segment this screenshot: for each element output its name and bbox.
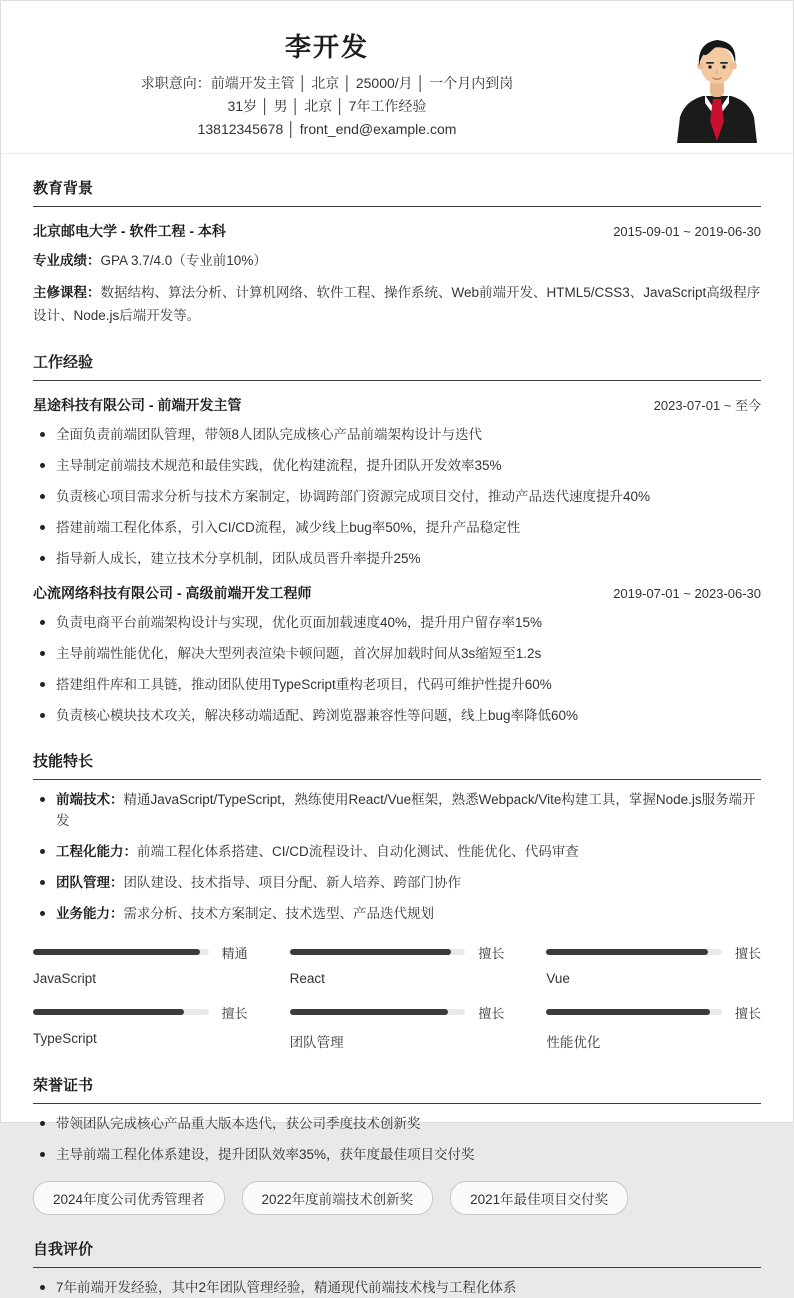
list-item: [33, 706, 761, 727]
bullet-dot: [40, 620, 45, 625]
bullet-dot: [40, 651, 45, 656]
list-item: [33, 456, 761, 477]
skills-bullet-list: [33, 790, 761, 925]
list-item: [33, 487, 761, 508]
list-item: [33, 904, 761, 925]
list-item: [33, 790, 761, 832]
skill-text: 精通JavaScript/TypeScript，熟练使用React/Vue框架，熟悉Webpack/Vite构建工具，掌握Node.js服务端开发: [56, 792, 756, 829]
bullet-dot: [40, 1152, 45, 1157]
section-work: [33, 351, 761, 727]
job2-date: 2019-07-01 ~ 2023-06-30: [613, 586, 761, 602]
bullet-dot: [40, 849, 45, 854]
education-entry-head: [33, 221, 761, 241]
skill-bar-vue: [546, 943, 761, 986]
bullet-text: 搭建前端工程化体系，引入CI/CD流程，减少线上bug率50%，提升产品稳定性: [56, 519, 521, 535]
skill-name-label: React: [289, 970, 325, 986]
skill-level-label: 擅长: [734, 1005, 761, 1021]
bar-row: [290, 943, 505, 962]
bullet-text: 指导新人成长，建立技术分享机制，团队成员晋升率提升25%: [56, 550, 421, 566]
bar-row: [546, 943, 761, 962]
education-school: 北京邮电大学 - 软件工程 - 本科: [33, 223, 226, 239]
skill-name-label: 团队管理: [289, 1034, 344, 1050]
skill-bar-javascript: [33, 943, 248, 986]
bar-row: [546, 1003, 761, 1022]
candidate-name: 李开发: [284, 32, 369, 62]
bullet-text: 负责电商平台前端架构设计与实现，优化页面加载速度40%，提升用户留存率15%: [56, 615, 543, 631]
skill-bar-performance: [546, 1003, 761, 1051]
honor-badges: [33, 1181, 761, 1215]
section-title-skills: 技能特长: [33, 750, 761, 780]
bullet-text: 带领团队完成核心产品重大版本迭代，获公司季度技术创新奖: [56, 1115, 421, 1131]
skill-label: 团队管理：: [56, 874, 124, 890]
skill-bars-grid: [33, 943, 761, 1051]
section-title-education: 教育背景: [33, 177, 761, 207]
skill-text: 团队建设、技术指导、项目分配、新人培养、跨部门协作: [123, 874, 461, 890]
skill-bar-fill: [546, 1009, 709, 1015]
skill-bar-fill: [33, 949, 200, 955]
education-gpa-text: GPA 3.7/4.0（专业前10%）: [100, 253, 267, 268]
resume-header: [1, 31, 793, 154]
skill-level-label: 擅长: [221, 1005, 248, 1021]
work-job-2: [33, 583, 761, 727]
job1-bullet-list: [33, 425, 761, 570]
honor-badge-2022: 2022年度前端技术创新奖: [242, 1181, 434, 1215]
skill-text: 需求分析、技术方案制定、技术选型、产品迭代规划: [123, 905, 434, 921]
work-job-1: [33, 395, 761, 570]
education-courses-text: 数据结构、算法分析、计算机网络、软件工程、操作系统、Web前端开发、HTML5/CSS3、JavaScript高级程序设计、Node.js后端开发等。: [33, 284, 761, 323]
bullet-dot: [40, 1121, 45, 1126]
bullet-dot: [40, 463, 45, 468]
skill-bar-track: [33, 949, 209, 955]
education-date: 2015-09-01 ~ 2019-06-30: [613, 224, 761, 239]
bullet-dot: [40, 682, 45, 687]
section-title-work: 工作经验: [33, 351, 761, 381]
bullet-dot: [40, 797, 45, 802]
profile-photo-illustration: [671, 33, 763, 143]
list-item: [33, 1145, 761, 1166]
list-item: [33, 1114, 761, 1135]
bullet-text: 7年前端开发经验，其中2年团队管理经验，精通现代前端技术栈与工程化体系: [56, 1279, 517, 1295]
skill-level-label: 擅长: [478, 1005, 505, 1021]
list-item: [33, 1278, 761, 1298]
bullet-text: 主导前端性能优化，解决大型列表渲染卡顿问题，首次屏加载时间从3s缩短至1.2s: [56, 646, 542, 662]
skill-level-label: 擅长: [478, 945, 505, 961]
bullet-dot: [40, 494, 45, 499]
list-item: [33, 675, 761, 696]
skill-bar-react: [290, 943, 505, 986]
skill-label: 前端技术：: [56, 792, 124, 808]
skill-bar-fill: [290, 1009, 448, 1015]
list-item: [33, 549, 761, 570]
honor-badge-2024: 2024年度公司优秀管理者: [33, 1181, 225, 1215]
skill-label: 工程化能力：: [56, 843, 137, 859]
skill-bar-track: [546, 949, 722, 955]
skill-name-label: 性能优化: [546, 1034, 601, 1050]
skill-bar-track: [546, 1009, 722, 1015]
bullet-dot: [40, 880, 45, 885]
skill-bar-fill: [290, 949, 452, 955]
personal-info-line: 31岁 │ 男 │ 北京 │ 7年工作经验: [227, 98, 427, 114]
bullet-text: 负责核心模块技术攻关，解决移动端适配、跨浏览器兼容性等问题，线上bug率降低60%: [56, 708, 579, 724]
bullet-dot: [40, 556, 45, 561]
bar-row: [33, 1003, 248, 1022]
section-honors: [33, 1074, 761, 1215]
list-item: [33, 613, 761, 634]
skill-name-label: TypeScript: [33, 1030, 97, 1046]
job1-company: 星途科技有限公司 - 前端开发主管: [33, 396, 242, 413]
skill-bar-fill: [33, 1009, 184, 1015]
section-title-honors: 荣誉证书: [33, 1074, 761, 1104]
contact-line: 13812345678 │ front_end@example.com: [197, 121, 457, 137]
bullet-dot: [40, 713, 45, 718]
list-item: [33, 425, 761, 446]
bullet-dot: [40, 525, 45, 530]
education-gpa-line: [33, 250, 761, 273]
skill-name-label: Vue: [546, 970, 570, 986]
skill-bar-team-management: [290, 1003, 505, 1051]
bullet-dot: [40, 911, 45, 916]
job1-date: 2023-07-01 ~ 至今: [653, 397, 761, 413]
bullet-text: 主导制定前端技术规范和最佳实践，优化构建流程，提升团队开发效率35%: [56, 457, 502, 473]
list-item: [33, 842, 761, 863]
job-intention-line: 求职意向：前端开发主管 │ 北京 │ 25000/月 │ 一个月内到岗: [140, 75, 514, 91]
skill-text: 前端工程化体系搭建、CI/CD流程设计、自动化测试、性能优化、代码审查: [137, 843, 579, 859]
education-courses-label: 主修课程：: [33, 284, 101, 300]
honors-bullet-list: [33, 1114, 761, 1166]
list-item: [33, 644, 761, 665]
skill-bar-track: [290, 1009, 466, 1015]
skill-bar-typescript: [33, 1003, 248, 1051]
bar-row: [33, 943, 248, 962]
job2-bullet-list: [33, 613, 761, 727]
bullet-dot: [40, 1285, 45, 1290]
bullet-text: 负责核心项目需求分析与技术方案制定，协调跨部门资源完成项目交付，推动产品迭代速度提升40%: [56, 488, 651, 504]
skill-level-label: 擅长: [734, 945, 761, 961]
job2-company: 心流网络科技有限公司 - 高级前端开发工程师: [33, 585, 312, 602]
bullet-text: 主导前端工程化体系建设，提升团队效率35%，获年度最佳项目交付奖: [56, 1146, 475, 1162]
skill-bar-fill: [546, 949, 708, 955]
bullet-dot: [40, 432, 45, 437]
bullet-text: 搭建组件库和工具链，推动团队使用TypeScript重构老项目，代码可维护性提升60%: [56, 677, 552, 693]
bar-row: [290, 1003, 505, 1022]
skill-level-label: 精通: [221, 945, 248, 961]
honor-badge-2021: 2021年最佳项目交付奖: [450, 1181, 628, 1215]
section-title-summary: 自我评价: [33, 1238, 761, 1268]
skill-bar-track: [33, 1009, 209, 1015]
section-summary: [33, 1238, 761, 1298]
section-skills: [33, 750, 761, 1051]
skill-label: 业务能力：: [56, 905, 124, 921]
education-gpa-label: 专业成绩：: [33, 253, 101, 268]
list-item: [33, 518, 761, 539]
header-text-block: [33, 31, 621, 141]
job2-entry-head: [33, 583, 761, 603]
summary-bullet-list: [33, 1278, 761, 1298]
skill-name-label: JavaScript: [33, 970, 97, 986]
job1-entry-head: [33, 395, 761, 415]
bullet-text: 全面负责前端团队管理，带领8人团队完成核心产品前端架构设计与迭代: [56, 426, 483, 442]
list-item: [33, 873, 761, 894]
skill-bar-track: [290, 949, 466, 955]
education-courses-line: [33, 282, 761, 328]
section-education: [33, 177, 761, 328]
profile-photo: [671, 33, 763, 143]
